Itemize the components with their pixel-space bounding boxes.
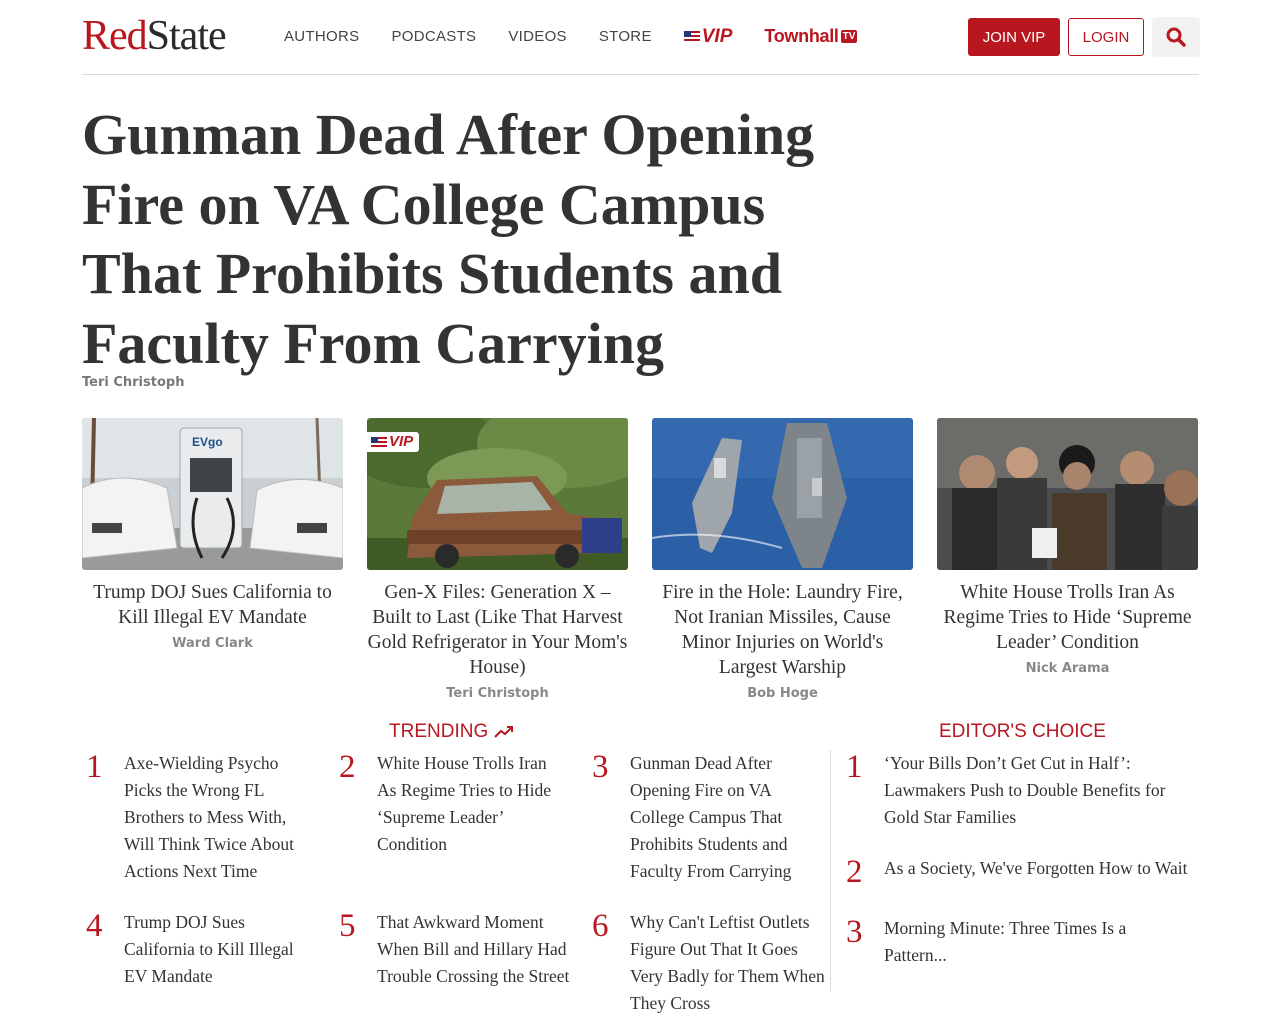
editors-choice-title[interactable]: Morning Minute: Three Times Is a Pattern...: [884, 918, 1127, 965]
site-header: [82, 0, 1199, 75]
nav-authors[interactable]: AUTHORS: [284, 27, 360, 45]
editors-choice-rank: 1: [846, 749, 863, 785]
editors-choice-rank: 2: [846, 854, 863, 890]
trending-item[interactable]: [339, 909, 577, 990]
trending-heading: [389, 721, 514, 743]
townhall-label: Townhall: [764, 26, 839, 46]
nav-podcasts[interactable]: PODCASTS: [391, 27, 477, 45]
search-button[interactable]: [1152, 17, 1200, 57]
site-logo[interactable]: [82, 13, 226, 59]
trending-up-icon: [494, 725, 514, 739]
trending-title[interactable]: White House Trolls Iran As Regime Tries to Hide ‘Supreme Leader’ Condition: [377, 753, 552, 854]
search-icon: [1166, 27, 1186, 47]
main-headline[interactable]: Gunman Dead After Opening Fire on VA College Campus That Prohibits Students and Faculty From Carrying: [82, 102, 815, 376]
article-image-crowd[interactable]: [937, 418, 1198, 570]
article-image-warships[interactable]: [652, 418, 913, 570]
editors-choice-label: EDITOR'S CHOICE: [939, 721, 1106, 742]
nav-store[interactable]: STORE: [598, 27, 652, 45]
trending-rank: 3: [592, 749, 609, 785]
trending-rank: 4: [86, 908, 103, 944]
trending-title[interactable]: Trump DOJ Sues California to Kill Illegal EV Mandate: [124, 912, 294, 986]
column-divider: [830, 750, 831, 992]
main-nav: [284, 26, 857, 47]
join-vip-button[interactable]: JOIN VIP: [968, 18, 1060, 56]
trending-title[interactable]: Axe-Wielding Psycho Picks the Wrong FL Brothers to Mess With, Will Think Twice About Actions Next Time: [124, 753, 294, 881]
trending-rank: 1: [86, 749, 103, 785]
trending-title[interactable]: Gunman Dead After Opening Fire on VA College Campus That Prohibits Students and Faculty From Carrying: [630, 753, 792, 881]
logo-red-text: Red: [82, 13, 147, 59]
article-card: [82, 418, 343, 651]
article-author[interactable]: Ward Clark: [172, 636, 253, 651]
article-image-ev-charger[interactable]: [82, 418, 343, 570]
trending-label: TRENDING: [389, 721, 489, 742]
article-author[interactable]: Nick Arama: [1025, 661, 1110, 676]
trending-item[interactable]: [86, 750, 314, 885]
article-image-rusty-truck[interactable]: [367, 418, 628, 570]
nav-townhall-tv[interactable]: [764, 26, 857, 47]
svg-text:EVgo: EVgo: [192, 435, 223, 449]
article-author[interactable]: Teri Christoph: [446, 686, 549, 701]
trending-rank: 6: [592, 908, 609, 944]
trending-item[interactable]: [339, 750, 567, 858]
trending-rank: 5: [339, 908, 356, 944]
trending-item[interactable]: [592, 909, 825, 1017]
nav-videos[interactable]: VIDEOS: [508, 27, 567, 45]
headline-author[interactable]: Teri Christoph: [82, 375, 185, 390]
trending-item[interactable]: [592, 750, 820, 885]
nav-vip[interactable]: [684, 27, 733, 47]
article-title[interactable]: Gen-X Files: Generation X – Built to Last (Like That Harvest Gold Refrigerator in Your Mom's House): [367, 582, 628, 678]
logo-dark-text: State: [146, 13, 226, 59]
login-button[interactable]: LOGIN: [1068, 18, 1144, 56]
article-card: [367, 418, 628, 701]
editors-choice-item[interactable]: [846, 855, 1204, 889]
editors-choice-rank: 3: [846, 914, 863, 950]
article-title[interactable]: Fire in the Hole: Laundry Fire, Not Iranian Missiles, Cause Minor Injuries on World's Largest Warship: [662, 582, 903, 678]
trending-title[interactable]: That Awkward Moment When Bill and Hillary Had Trouble Crossing the Street: [377, 912, 570, 986]
editors-choice-title[interactable]: As a Society, We've Forgotten How to Wait: [884, 858, 1188, 878]
article-card: [937, 418, 1198, 676]
editors-choice-title[interactable]: ‘Your Bills Don’t Get Cut in Half’: Lawmakers Push to Double Benefits for Gold Star Families: [884, 753, 1166, 827]
editors-choice-heading: [939, 721, 1106, 743]
article-author[interactable]: Bob Hoge: [747, 686, 818, 701]
flag-icon: [684, 31, 700, 42]
trending-title[interactable]: Why Can't Leftist Outlets Figure Out That It Goes Very Badly for Them When They Cross: [630, 912, 825, 1013]
trending-item[interactable]: [86, 909, 314, 990]
editors-choice-item[interactable]: [846, 915, 1174, 969]
flag-icon: [371, 437, 387, 448]
vip-badge: [367, 432, 419, 452]
trending-rank: 2: [339, 749, 356, 785]
article-card: [652, 418, 913, 701]
tv-badge: TV: [842, 31, 856, 42]
article-title[interactable]: Trump DOJ Sues California to Kill Illegal EV Mandate: [93, 582, 332, 628]
vip-badge-label: VIP: [389, 433, 414, 450]
article-title[interactable]: White House Trolls Iran As Regime Tries to Hide ‘Supreme Leader’ Condition: [943, 582, 1192, 653]
editors-choice-item[interactable]: [846, 750, 1199, 831]
vip-label: VIP: [701, 25, 733, 47]
